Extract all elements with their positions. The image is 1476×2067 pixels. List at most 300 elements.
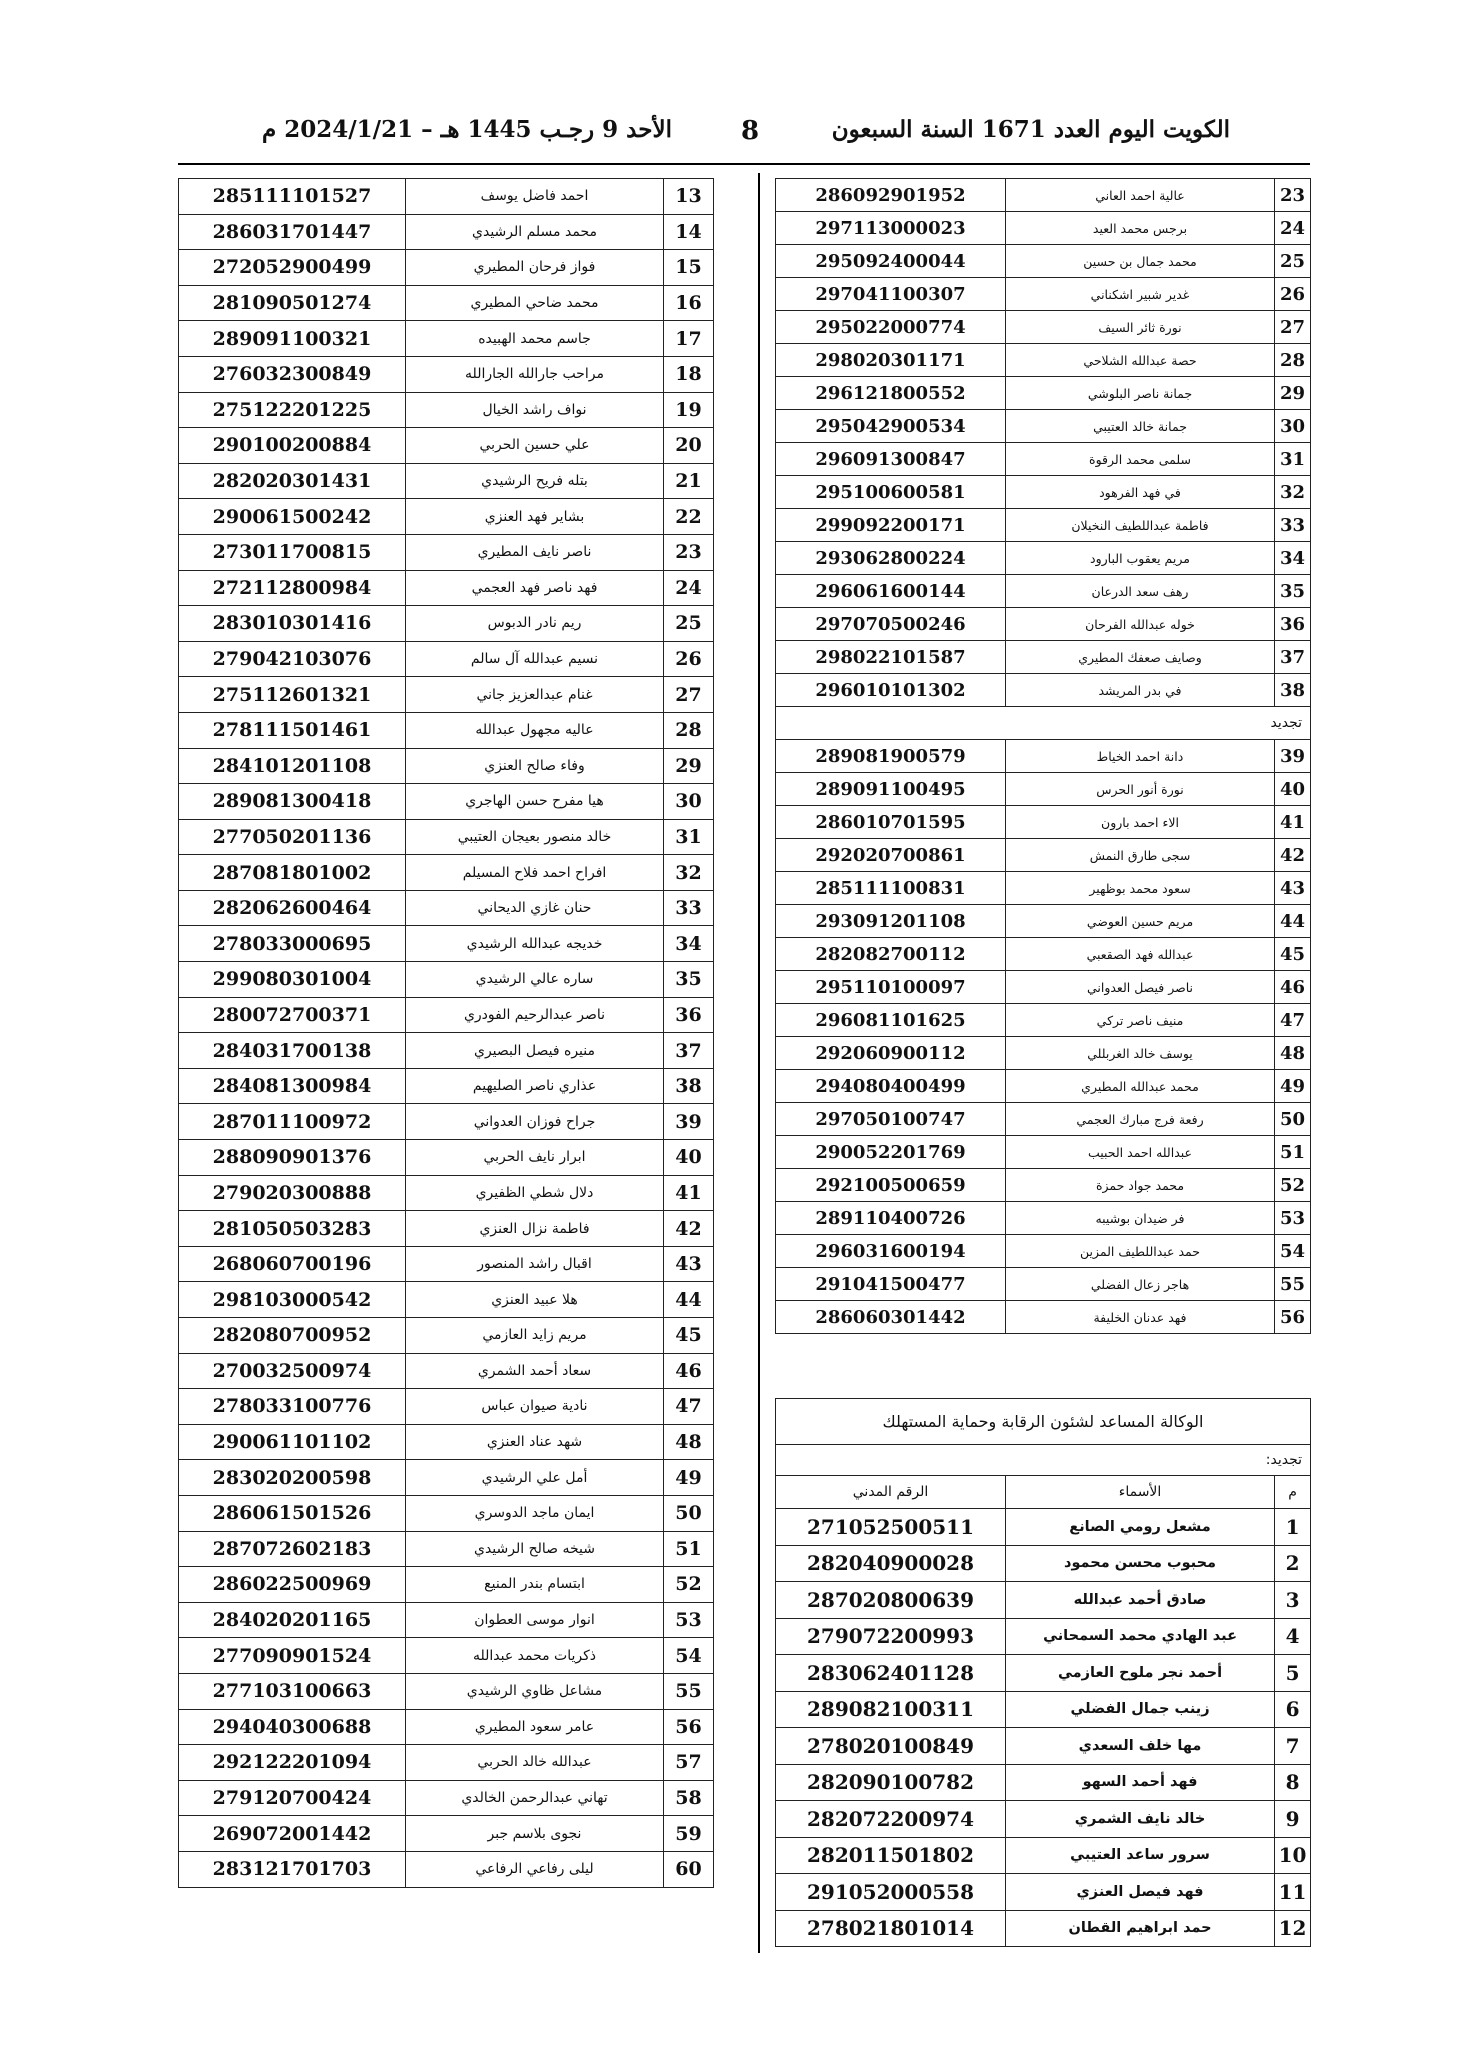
table-row bbox=[776, 1874, 1311, 1911]
civil-id: 298020301171 bbox=[776, 344, 1006, 377]
header-rule bbox=[178, 163, 1310, 165]
civil-id: 271052500511 bbox=[776, 1509, 1006, 1546]
person-name: فاطمة نزال العنزي bbox=[406, 1211, 664, 1247]
table-row bbox=[179, 1175, 714, 1211]
civil-id: 298103000542 bbox=[179, 1282, 406, 1318]
table-row bbox=[776, 1910, 1311, 1947]
person-name: عبد الهادي محمد السمحاني bbox=[1006, 1618, 1275, 1655]
issue-header: الكويت اليوم العدد 1671 السنة السبعون bbox=[831, 116, 1230, 143]
person-name: برجس محمد العيد bbox=[1006, 212, 1275, 245]
person-name: عبدالله خالد الحربي bbox=[406, 1745, 664, 1781]
civil-id: 279120700424 bbox=[179, 1780, 406, 1816]
civil-id: 272052900499 bbox=[179, 250, 406, 286]
table-row bbox=[776, 740, 1311, 773]
table-row bbox=[776, 1037, 1311, 1070]
row-number: 38 bbox=[1275, 674, 1311, 707]
person-name: نسيم عبدالله آل سالم bbox=[406, 641, 664, 677]
row-number: 54 bbox=[664, 1638, 714, 1674]
table-row bbox=[179, 250, 714, 286]
table-row bbox=[179, 570, 714, 606]
table-row bbox=[179, 285, 714, 321]
table-row bbox=[179, 1638, 714, 1674]
table-row bbox=[776, 773, 1311, 806]
civil-id: 282082700112 bbox=[776, 938, 1006, 971]
row-number: 50 bbox=[1275, 1103, 1311, 1136]
person-name: مها خلف السعدي bbox=[1006, 1728, 1275, 1765]
table-row bbox=[776, 509, 1311, 542]
row-number: 39 bbox=[664, 1104, 714, 1140]
row-number: 32 bbox=[664, 855, 714, 891]
row-number: 1 bbox=[1275, 1509, 1311, 1546]
civil-id: 275122201225 bbox=[179, 392, 406, 428]
civil-id: 275112601321 bbox=[179, 677, 406, 713]
person-name: وفاء صالح العنزي bbox=[406, 748, 664, 784]
table-row bbox=[179, 855, 714, 891]
table-row bbox=[179, 962, 714, 998]
row-number: 49 bbox=[1275, 1070, 1311, 1103]
row-number: 22 bbox=[664, 499, 714, 535]
civil-id: 281090501274 bbox=[179, 285, 406, 321]
row-number: 56 bbox=[664, 1709, 714, 1745]
table-row bbox=[776, 1728, 1311, 1765]
person-name: علي حسين الحربي bbox=[406, 428, 664, 464]
person-name: فاطمة عبداللطيف النخيلان bbox=[1006, 509, 1275, 542]
row-number: 31 bbox=[664, 819, 714, 855]
table-row bbox=[179, 1318, 714, 1354]
civil-id: 288090901376 bbox=[179, 1140, 406, 1176]
person-name: نورة ثائر السيف bbox=[1006, 311, 1275, 344]
table-row bbox=[179, 890, 714, 926]
row-number: 30 bbox=[1275, 410, 1311, 443]
person-name: سجى طارق النمش bbox=[1006, 839, 1275, 872]
civil-id: 296031600194 bbox=[776, 1235, 1006, 1268]
row-number: 30 bbox=[664, 784, 714, 820]
person-name: ساره عالي الرشيدي bbox=[406, 962, 664, 998]
civil-id: 297050100747 bbox=[776, 1103, 1006, 1136]
person-name: الاء احمد بارون bbox=[1006, 806, 1275, 839]
civil-id: 272112800984 bbox=[179, 570, 406, 606]
row-number: 34 bbox=[664, 926, 714, 962]
civil-id: 279072200993 bbox=[776, 1618, 1006, 1655]
table-row bbox=[179, 1211, 714, 1247]
person-name: سلمى محمد الرقوة bbox=[1006, 443, 1275, 476]
civil-id: 295092400044 bbox=[776, 245, 1006, 278]
table-row bbox=[179, 179, 714, 215]
table-row bbox=[776, 1070, 1311, 1103]
person-name: يوسف خالد الغربللي bbox=[1006, 1037, 1275, 1070]
civil-id: 286022500969 bbox=[179, 1567, 406, 1603]
civil-id: 299080301004 bbox=[179, 962, 406, 998]
table-row bbox=[179, 1104, 714, 1140]
person-name: ليلى رفاعي الرفاعي bbox=[406, 1851, 664, 1887]
person-name: وصايف صعفك المطيري bbox=[1006, 641, 1275, 674]
table-row bbox=[776, 245, 1311, 278]
person-name: تهاني عبدالرحمن الخالدي bbox=[406, 1780, 664, 1816]
person-name: نواف راشد الخيال bbox=[406, 392, 664, 428]
civil-id: 286010701595 bbox=[776, 806, 1006, 839]
person-name: خالد منصور بعيجان العتيبي bbox=[406, 819, 664, 855]
table-row bbox=[776, 179, 1311, 212]
civil-id: 283020200598 bbox=[179, 1460, 406, 1496]
person-name: هيا مفرح حسن الهاجري bbox=[406, 784, 664, 820]
civil-id: 291041500477 bbox=[776, 1268, 1006, 1301]
person-name: عامر سعود المطيري bbox=[406, 1709, 664, 1745]
person-name: عبدالله فهد الصقعبي bbox=[1006, 938, 1275, 971]
table-row bbox=[776, 344, 1311, 377]
table-row bbox=[776, 443, 1311, 476]
row-number: 44 bbox=[664, 1282, 714, 1318]
person-name: بتله فريح الرشيدي bbox=[406, 463, 664, 499]
column-divider bbox=[758, 173, 760, 1953]
civil-id: 284031700138 bbox=[179, 1033, 406, 1069]
person-name: بشاير فهد العنزي bbox=[406, 499, 664, 535]
person-name: محمد عبدالله المطيري bbox=[1006, 1070, 1275, 1103]
table-row bbox=[776, 410, 1311, 443]
civil-id: 285111101527 bbox=[179, 179, 406, 215]
person-name: سعود محمد بوظهير bbox=[1006, 872, 1275, 905]
row-number: 26 bbox=[1275, 278, 1311, 311]
row-number: 47 bbox=[664, 1389, 714, 1425]
table-row bbox=[179, 1353, 714, 1389]
row-number: 21 bbox=[664, 463, 714, 499]
table-row bbox=[179, 1567, 714, 1603]
row-number: 49 bbox=[664, 1460, 714, 1496]
table-row bbox=[179, 392, 714, 428]
civil-id: 282080700952 bbox=[179, 1318, 406, 1354]
civil-id: 289081900579 bbox=[776, 740, 1006, 773]
row-number: 25 bbox=[664, 606, 714, 642]
row-number: 36 bbox=[1275, 608, 1311, 641]
table-row bbox=[776, 1545, 1311, 1582]
table-row bbox=[179, 1851, 714, 1887]
person-name: حنان غازي الديحاني bbox=[406, 890, 664, 926]
civil-id: 287081801002 bbox=[179, 855, 406, 891]
person-name: ذكريات محمد عبدالله bbox=[406, 1638, 664, 1674]
row-number: 34 bbox=[1275, 542, 1311, 575]
row-number: 52 bbox=[1275, 1169, 1311, 1202]
civil-id: 284020201165 bbox=[179, 1602, 406, 1638]
person-name: محمد جمال بن حسين bbox=[1006, 245, 1275, 278]
person-name: حصة عبدالله الشلاحي bbox=[1006, 344, 1275, 377]
table-row bbox=[179, 1282, 714, 1318]
person-name: عالية احمد العاني bbox=[1006, 179, 1275, 212]
table-row bbox=[776, 1301, 1311, 1334]
row-number: 20 bbox=[664, 428, 714, 464]
row-number: 32 bbox=[1275, 476, 1311, 509]
row-number: 57 bbox=[664, 1745, 714, 1781]
civil-id: 283062401128 bbox=[776, 1655, 1006, 1692]
table-row bbox=[776, 971, 1311, 1004]
row-number: 39 bbox=[1275, 740, 1311, 773]
person-name: فواز فرحان المطيري bbox=[406, 250, 664, 286]
page-number: 8 bbox=[740, 116, 760, 146]
row-number: 11 bbox=[1275, 1874, 1311, 1911]
table-row bbox=[776, 476, 1311, 509]
person-name: مريم حسين العوضي bbox=[1006, 905, 1275, 938]
civil-id: 295022000774 bbox=[776, 311, 1006, 344]
civil-id: 277090901524 bbox=[179, 1638, 406, 1674]
table-row bbox=[776, 377, 1311, 410]
table-row bbox=[179, 1460, 714, 1496]
person-name: دلال شطي الظفيري bbox=[406, 1175, 664, 1211]
table-row bbox=[179, 1246, 714, 1282]
civil-id: 286092901952 bbox=[776, 179, 1006, 212]
person-name: صادق أحمد عبدالله bbox=[1006, 1582, 1275, 1619]
row-number: 25 bbox=[1275, 245, 1311, 278]
table-row bbox=[776, 905, 1311, 938]
column-header-names: الأسماء bbox=[1006, 1476, 1275, 1509]
civil-id: 282011501802 bbox=[776, 1837, 1006, 1874]
table-row bbox=[179, 214, 714, 250]
civil-id: 278111501461 bbox=[179, 712, 406, 748]
row-number: 13 bbox=[664, 179, 714, 215]
civil-id: 295110100097 bbox=[776, 971, 1006, 1004]
row-number: 42 bbox=[1275, 839, 1311, 872]
table-row bbox=[776, 872, 1311, 905]
table-row bbox=[179, 1424, 714, 1460]
date-header: الأحد 9 رجـب 1445 هـ – 2024/1/21 م bbox=[262, 116, 672, 143]
table-row bbox=[179, 499, 714, 535]
row-number: 16 bbox=[664, 285, 714, 321]
person-name: حمد ابراهيم القطان bbox=[1006, 1910, 1275, 1947]
table-row bbox=[776, 839, 1311, 872]
person-name: مريم زايد العازمي bbox=[406, 1318, 664, 1354]
table-row bbox=[179, 784, 714, 820]
row-number: 6 bbox=[1275, 1691, 1311, 1728]
civil-id: 289081300418 bbox=[179, 784, 406, 820]
person-name: عبدالله احمد الحبيب bbox=[1006, 1136, 1275, 1169]
row-number: 35 bbox=[664, 962, 714, 998]
civil-id: 289091100495 bbox=[776, 773, 1006, 806]
person-name: منيف ناصر تركي bbox=[1006, 1004, 1275, 1037]
row-number: 36 bbox=[664, 997, 714, 1033]
civil-id: 287072602183 bbox=[179, 1531, 406, 1567]
table-row bbox=[776, 1764, 1311, 1801]
row-number: 2 bbox=[1275, 1545, 1311, 1582]
person-name: فهد أحمد السهو bbox=[1006, 1764, 1275, 1801]
person-name: جاسم محمد الهبيده bbox=[406, 321, 664, 357]
row-number: 31 bbox=[1275, 443, 1311, 476]
department-title: الوكالة المساعد لشئون الرقابة وحماية المستهلك bbox=[776, 1399, 1311, 1445]
row-number: 28 bbox=[1275, 344, 1311, 377]
table-row bbox=[776, 938, 1311, 971]
row-number: 51 bbox=[1275, 1136, 1311, 1169]
table-row bbox=[179, 1495, 714, 1531]
civil-id: 296081101625 bbox=[776, 1004, 1006, 1037]
table-row bbox=[776, 1268, 1311, 1301]
civil-id: 282040900028 bbox=[776, 1545, 1006, 1582]
civil-id: 297113000023 bbox=[776, 212, 1006, 245]
civil-id: 290061500242 bbox=[179, 499, 406, 535]
civil-id: 294080400499 bbox=[776, 1070, 1006, 1103]
person-name: فهد عدنان الخليفة bbox=[1006, 1301, 1275, 1334]
civil-id: 296061600144 bbox=[776, 575, 1006, 608]
row-number: 40 bbox=[1275, 773, 1311, 806]
row-number: 29 bbox=[664, 748, 714, 784]
row-number: 56 bbox=[1275, 1301, 1311, 1334]
person-name: مراحب جارالله الجارالله bbox=[406, 356, 664, 392]
civil-id: 292020700861 bbox=[776, 839, 1006, 872]
table-row bbox=[179, 1033, 714, 1069]
table-row bbox=[776, 1691, 1311, 1728]
column-header-civil-id: الرقم المدني bbox=[776, 1476, 1006, 1509]
person-name: رهف سعد الدرعان bbox=[1006, 575, 1275, 608]
row-number: 40 bbox=[664, 1140, 714, 1176]
row-number: 19 bbox=[664, 392, 714, 428]
table-row bbox=[776, 641, 1311, 674]
row-number: 55 bbox=[664, 1673, 714, 1709]
table-row bbox=[179, 1602, 714, 1638]
table-row bbox=[776, 1582, 1311, 1619]
civil-id: 277050201136 bbox=[179, 819, 406, 855]
row-number: 4 bbox=[1275, 1618, 1311, 1655]
civil-id: 299092200171 bbox=[776, 509, 1006, 542]
person-name: ابرار نايف الحربي bbox=[406, 1140, 664, 1176]
person-name: غدير شبير اشكناني bbox=[1006, 278, 1275, 311]
person-name: فهد ناصر فهد العجمي bbox=[406, 570, 664, 606]
civil-id: 297041100307 bbox=[776, 278, 1006, 311]
person-name: خالد نايف الشمري bbox=[1006, 1801, 1275, 1838]
table-row bbox=[179, 534, 714, 570]
civil-id: 282062600464 bbox=[179, 890, 406, 926]
person-name: هاجر زعال الفضلي bbox=[1006, 1268, 1275, 1301]
person-name: شيخه صالح الرشيدي bbox=[406, 1531, 664, 1567]
table-row bbox=[776, 608, 1311, 641]
person-name: فهد فيصل العنزي bbox=[1006, 1874, 1275, 1911]
civil-id: 295100600581 bbox=[776, 476, 1006, 509]
person-name: في بدر المريشد bbox=[1006, 674, 1275, 707]
row-number: 48 bbox=[664, 1424, 714, 1460]
row-number: 23 bbox=[1275, 179, 1311, 212]
person-name: افراح احمد فلاح المسيلم bbox=[406, 855, 664, 891]
person-name: جراح فوزان العدواني bbox=[406, 1104, 664, 1140]
person-name: شهد عناد العنزي bbox=[406, 1424, 664, 1460]
table-row bbox=[179, 748, 714, 784]
civil-id: 292122201094 bbox=[179, 1745, 406, 1781]
row-number: 42 bbox=[664, 1211, 714, 1247]
person-name: محمد ضاحي المطيري bbox=[406, 285, 664, 321]
person-name: سرور ساعد العتيبي bbox=[1006, 1837, 1275, 1874]
table-row bbox=[776, 1509, 1311, 1546]
department-section-label: تجديد: bbox=[776, 1445, 1311, 1476]
civil-id: 290100200884 bbox=[179, 428, 406, 464]
person-name: نورة أنور الحرس bbox=[1006, 773, 1275, 806]
civil-id: 293091201108 bbox=[776, 905, 1006, 938]
person-name: محمد جواد حمزة bbox=[1006, 1169, 1275, 1202]
row-number: 26 bbox=[664, 641, 714, 677]
person-name: مريم يعقوب البارود bbox=[1006, 542, 1275, 575]
row-number: 24 bbox=[1275, 212, 1311, 245]
row-number: 58 bbox=[664, 1780, 714, 1816]
civil-id: 292100500659 bbox=[776, 1169, 1006, 1202]
civil-id: 289091100321 bbox=[179, 321, 406, 357]
table-row bbox=[179, 356, 714, 392]
table-row bbox=[179, 1531, 714, 1567]
row-number: 10 bbox=[1275, 1837, 1311, 1874]
row-number: 48 bbox=[1275, 1037, 1311, 1070]
row-number: 55 bbox=[1275, 1268, 1311, 1301]
table-row bbox=[179, 819, 714, 855]
civil-id: 283010301416 bbox=[179, 606, 406, 642]
civil-id: 295042900534 bbox=[776, 410, 1006, 443]
table-row bbox=[776, 1235, 1311, 1268]
row-number: 60 bbox=[664, 1851, 714, 1887]
person-name: عاليه مجهول عبدالله bbox=[406, 712, 664, 748]
civil-id: 283121701703 bbox=[179, 1851, 406, 1887]
person-name: أمل علي الرشيدي bbox=[406, 1460, 664, 1496]
civil-id: 284101201108 bbox=[179, 748, 406, 784]
person-name: حمد عبداللطيف المزين bbox=[1006, 1235, 1275, 1268]
civil-id: 290061101102 bbox=[179, 1424, 406, 1460]
person-name: ناصر عبدالرحيم الفودري bbox=[406, 997, 664, 1033]
civil-id: 286061501526 bbox=[179, 1495, 406, 1531]
person-name: زينب جمال الفضلي bbox=[1006, 1691, 1275, 1728]
row-number: 7 bbox=[1275, 1728, 1311, 1765]
civil-id: 269072001442 bbox=[179, 1816, 406, 1852]
table-row bbox=[776, 674, 1311, 707]
civil-id: 282090100782 bbox=[776, 1764, 1006, 1801]
row-number: 18 bbox=[664, 356, 714, 392]
civil-id: 287011100972 bbox=[179, 1104, 406, 1140]
person-name: ناصر فيصل العدواني bbox=[1006, 971, 1275, 1004]
table-row bbox=[776, 1103, 1311, 1136]
table-row bbox=[179, 463, 714, 499]
civil-id: 270032500974 bbox=[179, 1353, 406, 1389]
row-number: 29 bbox=[1275, 377, 1311, 410]
table-row bbox=[776, 1136, 1311, 1169]
civil-id: 278033000695 bbox=[179, 926, 406, 962]
person-name: ناصر نايف المطيري bbox=[406, 534, 664, 570]
row-number: 14 bbox=[664, 214, 714, 250]
row-number: 59 bbox=[664, 1816, 714, 1852]
table-row bbox=[776, 1655, 1311, 1692]
table-row bbox=[179, 1709, 714, 1745]
row-number: 35 bbox=[1275, 575, 1311, 608]
person-name: خوله عبدالله الفرحان bbox=[1006, 608, 1275, 641]
table-row bbox=[179, 606, 714, 642]
table-row bbox=[776, 1618, 1311, 1655]
civil-id: 273011700815 bbox=[179, 534, 406, 570]
person-name: عذاري ناصر الصليهيم bbox=[406, 1068, 664, 1104]
person-name: منيره فيصل البصيري bbox=[406, 1033, 664, 1069]
table-row bbox=[776, 1202, 1311, 1235]
person-name: هلا عبيد العنزي bbox=[406, 1282, 664, 1318]
civil-id: 291052000558 bbox=[776, 1874, 1006, 1911]
table-row bbox=[179, 641, 714, 677]
row-number: 38 bbox=[664, 1068, 714, 1104]
table-row bbox=[776, 1004, 1311, 1037]
person-name: فر ضيدان بوشيبه bbox=[1006, 1202, 1275, 1235]
person-name: جمانة ناصر البلوشي bbox=[1006, 377, 1275, 410]
table-row bbox=[776, 806, 1311, 839]
row-number: 47 bbox=[1275, 1004, 1311, 1037]
civil-id: 278020100849 bbox=[776, 1728, 1006, 1765]
civil-id: 296121800552 bbox=[776, 377, 1006, 410]
person-name: جمانة خالد العتيبي bbox=[1006, 410, 1275, 443]
row-number: 37 bbox=[664, 1033, 714, 1069]
civil-id: 293062800224 bbox=[776, 542, 1006, 575]
table-row bbox=[179, 1140, 714, 1176]
names-table-left bbox=[178, 178, 714, 1888]
civil-id: 279042103076 bbox=[179, 641, 406, 677]
row-number: 46 bbox=[1275, 971, 1311, 1004]
row-number: 33 bbox=[1275, 509, 1311, 542]
row-number: 45 bbox=[664, 1318, 714, 1354]
table-row bbox=[776, 542, 1311, 575]
section-row bbox=[776, 707, 1311, 740]
civil-id: 278033100776 bbox=[179, 1389, 406, 1425]
civil-id: 292060900112 bbox=[776, 1037, 1006, 1070]
